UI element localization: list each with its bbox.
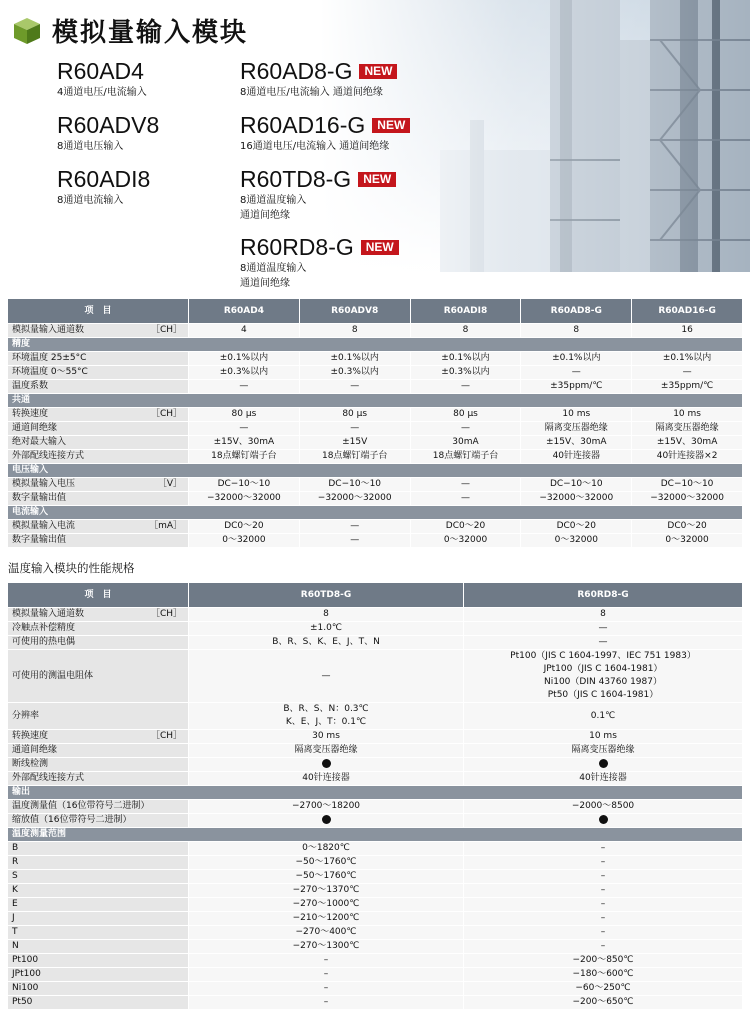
- column-header-r60td8-g: R60TD8-G: [189, 583, 464, 608]
- value-cell: –: [464, 912, 743, 926]
- row-unit: ［mA］: [149, 521, 182, 531]
- value-cell: 40针连接器: [521, 450, 632, 464]
- row-label-cell: [8, 744, 189, 758]
- value-cell: −50～1760℃: [189, 856, 464, 870]
- row-label-cell: [8, 436, 189, 450]
- value-cell: —: [299, 520, 410, 534]
- table-row: [8, 730, 743, 744]
- row-label-cell: [8, 520, 189, 534]
- table-row: [8, 772, 743, 786]
- page-heading: [12, 12, 248, 49]
- row-label: R: [12, 857, 19, 867]
- row-label-cell: [8, 856, 189, 870]
- value-cell: 40针连接器: [189, 772, 464, 786]
- table-row: [8, 622, 743, 636]
- model-description: 16通道电压/电流输入 通道间绝缘: [240, 141, 390, 152]
- model-description: 通道间绝缘: [240, 210, 290, 221]
- model-name: R60ADI8: [57, 166, 151, 192]
- row-label: 温度测量值（16位带符号二进制）: [12, 801, 150, 811]
- model-description: 4通道电压/电流输入: [57, 87, 147, 98]
- row-label-cell: [8, 884, 189, 898]
- value-cell: 18点螺钉端子台: [299, 450, 410, 464]
- value-cell: 隔离变压器绝缘: [521, 422, 632, 436]
- row-label: 模拟量输入通道数: [12, 325, 85, 335]
- value-cell: ±15V、30mA: [521, 436, 632, 450]
- value-cell: ±0.3%以内: [189, 366, 300, 380]
- value-cell: ±35ppm/℃: [521, 380, 632, 394]
- row-label-cell: [8, 912, 189, 926]
- page-title: 模拟量输入模块: [52, 18, 249, 48]
- value-cell: –: [464, 870, 743, 884]
- column-header-r60adv8: R60ADV8: [299, 299, 410, 324]
- row-label-cell: [8, 636, 189, 650]
- section-title: 精度: [8, 338, 743, 352]
- value-cell: —: [410, 492, 521, 506]
- row-label: 通道间绝缘: [12, 423, 58, 433]
- row-label: Pt50: [12, 997, 33, 1007]
- section-title: 共通: [8, 394, 743, 408]
- value-cell: —: [299, 422, 410, 436]
- row-unit: ［CH］: [150, 731, 182, 741]
- row-label: 模拟量输入通道数: [12, 609, 85, 619]
- row-unit: ［V］: [157, 479, 182, 489]
- row-label-cell: [8, 968, 189, 982]
- value-cell: −270～1300℃: [189, 940, 464, 954]
- row-label: 分辨率: [12, 710, 40, 721]
- row-label-cell: [8, 608, 189, 622]
- section-header-row: [8, 828, 743, 842]
- filled-dot-icon: [322, 759, 331, 768]
- model-description: 8通道电流输入: [57, 195, 124, 206]
- header-banner: [0, 0, 750, 289]
- value-cell: 30 ms: [189, 730, 464, 744]
- row-label-cell: [8, 422, 189, 436]
- table-row: [8, 352, 743, 366]
- row-label: Ni100: [12, 983, 39, 993]
- table-row: [8, 758, 743, 772]
- value-cell: ±35ppm/℃: [632, 380, 743, 394]
- row-label-cell: [8, 380, 189, 394]
- row-unit: ［CH］: [150, 609, 182, 619]
- row-label-cell: [8, 996, 189, 1010]
- table-row: [8, 884, 743, 898]
- table-row: [8, 842, 743, 856]
- analog-input-spec-table: [7, 298, 743, 548]
- column-header-r60ad4: R60AD4: [189, 299, 300, 324]
- value-cell: —: [189, 380, 300, 394]
- value-cell: 10 ms: [464, 730, 743, 744]
- value-cell: ±0.3%以内: [410, 366, 521, 380]
- value-cell: 16: [632, 324, 743, 338]
- value-cell: –: [464, 898, 743, 912]
- value-cell: 8: [189, 608, 464, 622]
- table-row: [8, 870, 743, 884]
- row-label: 外部配线连接方式: [12, 773, 85, 783]
- value-cell: 80 μs: [299, 408, 410, 422]
- value-cell: −32000～32000: [632, 492, 743, 506]
- value-cell: −2700～18200: [189, 800, 464, 814]
- row-label: 通道间绝缘: [12, 745, 58, 755]
- row-label: K: [12, 885, 18, 895]
- value-cell: −180～600℃: [464, 968, 743, 982]
- filled-dot-icon: [599, 815, 608, 824]
- value-cell: –: [464, 926, 743, 940]
- row-label-cell: [8, 772, 189, 786]
- value-cell: 8: [299, 324, 410, 338]
- row-label: 数字量输出值: [12, 535, 67, 545]
- model-description: 通道间绝缘: [240, 278, 290, 289]
- value-cell: 0～32000: [632, 534, 743, 548]
- supported-indicator-cell: [189, 758, 464, 772]
- row-label-cell: [8, 926, 189, 940]
- value-line: Ni100（DIN 43760 1987）: [544, 677, 662, 687]
- value-cell: ±0.1%以内: [632, 352, 743, 366]
- section-header-row: [8, 464, 743, 478]
- value-line: Pt100（JIS C 1604-1997、IEC 751 1983）: [510, 651, 696, 661]
- row-label-cell: [8, 534, 189, 548]
- value-line: K、E、J、T：0.1℃: [285, 717, 367, 727]
- value-cell: –: [189, 968, 464, 982]
- value-cell: ±0.1%以内: [189, 352, 300, 366]
- row-label-cell: [8, 366, 189, 380]
- row-label-cell: [8, 703, 189, 730]
- value-cell: ±1.0℃: [189, 622, 464, 636]
- row-label-cell: [8, 940, 189, 954]
- row-label: 缩放值（16位带符号二进制）: [12, 815, 132, 825]
- value-cell: 10 ms: [521, 408, 632, 422]
- value-cell: −32000～32000: [189, 492, 300, 506]
- model-card-r60adv8: [57, 112, 159, 153]
- value-cell: 18点螺钉端子台: [410, 450, 521, 464]
- value-cell: DC0～20: [521, 520, 632, 534]
- table-row: [8, 450, 743, 464]
- value-cell: 4: [189, 324, 300, 338]
- table-row: [8, 982, 743, 996]
- row-label: Pt100: [12, 955, 39, 965]
- table-row: [8, 478, 743, 492]
- value-cell: ±0.1%以内: [299, 352, 410, 366]
- model-card-r60td8-g: [240, 166, 396, 222]
- row-label: J: [12, 913, 15, 923]
- row-label: N: [12, 941, 19, 951]
- table-header-row: [8, 583, 743, 608]
- value-cell: 0～1820℃: [189, 842, 464, 856]
- row-label-cell: [8, 954, 189, 968]
- value-cell: 0～32000: [410, 534, 521, 548]
- value-cell: 隔离变压器绝缘: [464, 744, 743, 758]
- table-row: [8, 534, 743, 548]
- row-label: 环境温度 0～55°C: [12, 367, 88, 377]
- table-row: [8, 898, 743, 912]
- value-cell: –: [189, 954, 464, 968]
- row-label-cell: [8, 450, 189, 464]
- row-label: 冷触点补偿精度: [12, 623, 76, 633]
- value-cell: −32000～32000: [521, 492, 632, 506]
- row-label: 环境温度 25±5°C: [12, 353, 87, 363]
- value-cell: −200～650℃: [464, 996, 743, 1010]
- value-cell: DC0～20: [632, 520, 743, 534]
- row-label: B: [12, 843, 19, 853]
- column-header-item: 项 目: [8, 299, 189, 324]
- value-cell: 隔离变压器绝缘: [632, 422, 743, 436]
- table-header-row: [8, 299, 743, 324]
- row-label-cell: [8, 478, 189, 492]
- value-cell: 8: [521, 324, 632, 338]
- table-row: [8, 912, 743, 926]
- row-label-cell: [8, 982, 189, 996]
- section-header-row: [8, 786, 743, 800]
- value-cell: –: [464, 842, 743, 856]
- value-cell: —: [299, 380, 410, 394]
- value-cell: —: [410, 422, 521, 436]
- value-cell: ±0.3%以内: [299, 366, 410, 380]
- row-label: 可使用的热电偶: [12, 637, 76, 647]
- column-header-r60ad8-g: R60AD8-G: [521, 299, 632, 324]
- value-cell: –: [189, 982, 464, 996]
- value-cell: −270～1370℃: [189, 884, 464, 898]
- row-label: 模拟量输入电压: [12, 479, 76, 489]
- supported-indicator-cell: [189, 814, 464, 828]
- value-cell: −210～1200℃: [189, 912, 464, 926]
- section-title: 电流输入: [8, 506, 743, 520]
- model-description: 8通道温度输入: [240, 263, 307, 274]
- row-label: 数字量输出值: [12, 493, 67, 503]
- new-badge: NEW: [361, 240, 399, 255]
- filled-dot-icon: [599, 759, 608, 768]
- value-cell: —: [521, 366, 632, 380]
- model-name: R60ADV8: [57, 112, 160, 138]
- row-label: 转换速度: [12, 731, 49, 741]
- row-label: T: [12, 927, 18, 937]
- value-cell: —: [410, 478, 521, 492]
- value-cell: [464, 650, 743, 703]
- model-name: R60TD8-G: [240, 166, 352, 192]
- value-cell: 30mA: [410, 436, 521, 450]
- column-header-r60ad16-g: R60AD16-G: [632, 299, 743, 324]
- table-row: [8, 422, 743, 436]
- row-unit: ［CH］: [150, 409, 182, 419]
- row-label: 绝对最大输入: [12, 437, 67, 447]
- model-name: R60RD8-G: [240, 234, 354, 260]
- value-cell: DC0～20: [189, 520, 300, 534]
- table-row: [8, 650, 743, 703]
- model-card-r60ad16-g: [240, 112, 410, 153]
- value-cell: 8: [410, 324, 521, 338]
- value-cell: 0～32000: [521, 534, 632, 548]
- model-card-r60adi8: [57, 166, 150, 207]
- table-row: [8, 436, 743, 450]
- value-cell: DC−10～10: [632, 478, 743, 492]
- row-label: E: [12, 899, 18, 909]
- new-badge: NEW: [358, 172, 396, 187]
- row-label-cell: [8, 870, 189, 884]
- value-cell: —: [464, 636, 743, 650]
- value-cell: 80 μs: [410, 408, 521, 422]
- new-badge: NEW: [359, 64, 397, 79]
- table-row: [8, 703, 743, 730]
- value-cell: —: [189, 650, 464, 703]
- new-badge: NEW: [372, 118, 410, 133]
- model-description: 8通道电压/电流输入 通道间绝缘: [240, 87, 383, 98]
- value-cell: −32000～32000: [299, 492, 410, 506]
- table-row: [8, 636, 743, 650]
- column-header-item: 项 目: [8, 583, 189, 608]
- row-label: 模拟量输入电流: [12, 521, 76, 531]
- value-cell: ±0.1%以内: [521, 352, 632, 366]
- value-cell: [189, 703, 464, 730]
- row-label: 温度系数: [12, 381, 49, 391]
- row-label: 转换速度: [12, 409, 49, 419]
- row-label-cell: [8, 352, 189, 366]
- value-cell: 10 ms: [632, 408, 743, 422]
- value-cell: 8: [464, 608, 743, 622]
- row-label-cell: [8, 898, 189, 912]
- value-cell: ±15V、30mA: [632, 436, 743, 450]
- table-row: [8, 608, 743, 622]
- value-cell: 80 μs: [189, 408, 300, 422]
- value-cell: −50～1760℃: [189, 870, 464, 884]
- filled-dot-icon: [322, 815, 331, 824]
- model-card-r60ad8-g: [240, 58, 397, 99]
- value-cell: —: [464, 622, 743, 636]
- value-cell: DC−10～10: [189, 478, 300, 492]
- table-row: [8, 744, 743, 758]
- value-cell: —: [189, 422, 300, 436]
- value-cell: –: [464, 940, 743, 954]
- value-cell: —: [632, 366, 743, 380]
- temperature-input-spec-table: [7, 582, 743, 1010]
- table-row: [8, 996, 743, 1010]
- row-label-cell: [8, 842, 189, 856]
- value-cell: −270～400℃: [189, 926, 464, 940]
- value-cell: 隔离变压器绝缘: [189, 744, 464, 758]
- value-cell: ±15V、30mA: [189, 436, 300, 450]
- model-description: 8通道温度输入: [240, 195, 307, 206]
- row-label: 外部配线连接方式: [12, 451, 85, 461]
- model-description: 8通道电压输入: [57, 141, 124, 152]
- value-cell: B、R、S、K、E、J、T、N: [189, 636, 464, 650]
- table-row: [8, 492, 743, 506]
- value-cell: DC−10～10: [521, 478, 632, 492]
- row-label-cell: [8, 730, 189, 744]
- section-header-row: [8, 394, 743, 408]
- section-title: 温度测量范围: [8, 828, 743, 842]
- value-cell: −200～850℃: [464, 954, 743, 968]
- value-cell: −60～250℃: [464, 982, 743, 996]
- model-name: R60AD8-G: [240, 58, 353, 84]
- row-label-cell: [8, 814, 189, 828]
- value-line: B、R、S、N：0.3℃: [283, 704, 369, 714]
- row-label-cell: [8, 758, 189, 772]
- value-cell: 40针连接器×2: [632, 450, 743, 464]
- model-name: R60AD4: [57, 58, 144, 84]
- table-row: [8, 380, 743, 394]
- row-label: 可使用的测温电阻体: [12, 670, 94, 681]
- temperature-spec-heading: 温度输入模块的性能规格: [8, 561, 135, 575]
- table-row: [8, 324, 743, 338]
- model-card-r60ad4: [57, 58, 147, 99]
- value-line: JPt100（JIS C 1604-1981）: [543, 664, 663, 674]
- row-label-cell: [8, 650, 189, 703]
- model-name: R60AD16-G: [240, 112, 366, 138]
- row-label: S: [12, 871, 18, 881]
- value-cell: –: [189, 996, 464, 1010]
- value-cell: 40针连接器: [464, 772, 743, 786]
- row-label-cell: [8, 622, 189, 636]
- value-cell: ±0.1%以内: [410, 352, 521, 366]
- value-cell: 18点螺钉端子台: [189, 450, 300, 464]
- row-label: 断线检测: [12, 759, 49, 769]
- value-line: Pt50（JIS C 1604-1981）: [547, 690, 659, 700]
- value-cell: —: [410, 380, 521, 394]
- row-label-cell: [8, 408, 189, 422]
- column-header-r60adi8: R60ADI8: [410, 299, 521, 324]
- table-row: [8, 926, 743, 940]
- supported-indicator-cell: [464, 758, 743, 772]
- green-cube-icon: [12, 16, 42, 46]
- value-cell: DC0～20: [410, 520, 521, 534]
- supported-indicator-cell: [464, 814, 743, 828]
- value-cell: ±15V: [299, 436, 410, 450]
- row-label-cell: [8, 324, 189, 338]
- row-label: JPt100: [12, 969, 41, 979]
- value-cell: 0.1℃: [464, 703, 743, 730]
- section-title: 电压输入: [8, 464, 743, 478]
- row-label-cell: [8, 492, 189, 506]
- table-row: [8, 968, 743, 982]
- table-row: [8, 954, 743, 968]
- value-cell: −270～1000℃: [189, 898, 464, 912]
- value-cell: —: [299, 534, 410, 548]
- value-cell: DC−10～10: [299, 478, 410, 492]
- table-row: [8, 520, 743, 534]
- section-title: 输出: [8, 786, 743, 800]
- value-cell: –: [464, 884, 743, 898]
- table-row: [8, 366, 743, 380]
- value-cell: –: [464, 856, 743, 870]
- model-card-r60rd8-g: [240, 234, 399, 290]
- table-row: [8, 408, 743, 422]
- row-label-cell: [8, 800, 189, 814]
- row-unit: ［CH］: [150, 325, 182, 335]
- table-row: [8, 940, 743, 954]
- column-header-r60rd8-g: R60RD8-G: [464, 583, 743, 608]
- section-header-row: [8, 506, 743, 520]
- value-cell: 0～32000: [189, 534, 300, 548]
- table-row: [8, 814, 743, 828]
- table-row: [8, 856, 743, 870]
- table-row: [8, 800, 743, 814]
- value-cell: −2000～8500: [464, 800, 743, 814]
- section-header-row: [8, 338, 743, 352]
